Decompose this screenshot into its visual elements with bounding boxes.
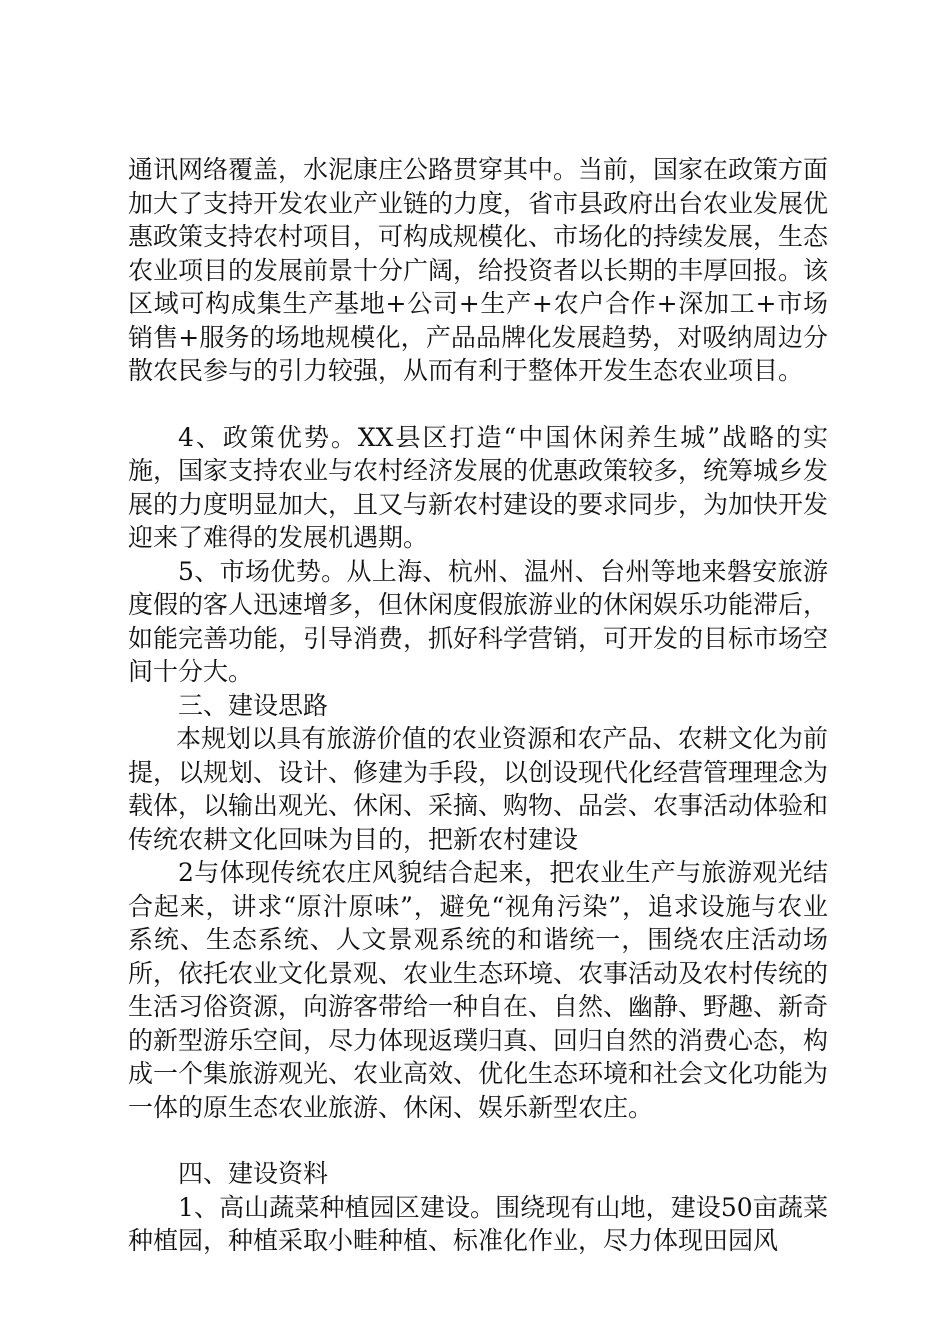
- paragraph-policy-advantage: 4、政策优势。XX县区打造“中国休闲养生城”战略的实施，国家支持农业与农村经济发展的优惠政策较多，统筹城乡发展的力度明显加大，且又与新农村建设的要求同步，为加快开发迎来了难得的发展机遇期。: [128, 422, 829, 552]
- paragraph-infrastructure: 通讯网络覆盖，水泥康庄公路贯穿其中。当前，国家在政策方面加大了支持开发农业产业链的力度，省市县政府出台农业发展优惠政策支持农村项目，可构成规模化、市场化的持续发展，生态农业项目的发展前景十分广阔，给投资者以长期的丰厚回报。该区域可构成集生产基地+公司+生产+农户合作+深加工+市场销售+服务的场地规模化，产品品牌化发展趋势，对吸纳周边分散农民参与的引力较强，从而有利于整体开发生态农业项目。: [128, 155, 829, 385]
- paragraph-vegetable-garden: 1、高山蔬菜种植园区建设。围绕现有山地，建设50亩蔬菜种植园，种植采取小畦种植、标准化作业，尽力体现田园风: [128, 1192, 828, 1255]
- heading-construction-ideas: 三、建设思路: [178, 690, 329, 720]
- paragraph-spacer: [128, 1124, 828, 1157]
- paragraph-planning-intro: 本规划以具有旅游价值的农业资源和农产品、农耕文化为前提，以规划、设计、修建为手段，以创设现代化经营管理理念为载体，以输出观光、休闲、采摘、购物、品尝、农事活动体验和传统农耕文化回味为目的，把新农村建设: [128, 724, 829, 854]
- paragraph-market-advantage: 5、市场优势。从上海、杭州、温州、台州等地来磐安旅游度假的客人迅速增多，但休闲度假旅游业的休闲娱乐功能滞后，如能完善功能，引导消费，抓好科学营销，可开发的目标市场空间十分大。: [128, 556, 829, 686]
- paragraph-planning-detail: 2与体现传统农庄风貌结合起来，把农业生产与旅游观光结合起来，讲求“原汁原味”，避免“视角污染”，追求设施与农业系统、生态系统、人文景观系统的和谐统一，围绕农庄活动场所，依托农业文化景观、农业生态环境、农事活动及农村传统的生活习俗资源，向游客带给一种自在、自然、幽静、野趣、新奇的新型游乐空间，尽力体现返璞归真、回归自然的消费心态，构成一个集旅游观光、农业高效、优化生态环境和社会文化功能为一体的原生态农业旅游、休闲、娱乐新型农庄。: [128, 858, 829, 1122]
- document-body: [128, 153, 828, 1258]
- paragraph-spacer: [128, 388, 828, 421]
- heading-construction-materials: 四、建设资料: [178, 1159, 329, 1188]
